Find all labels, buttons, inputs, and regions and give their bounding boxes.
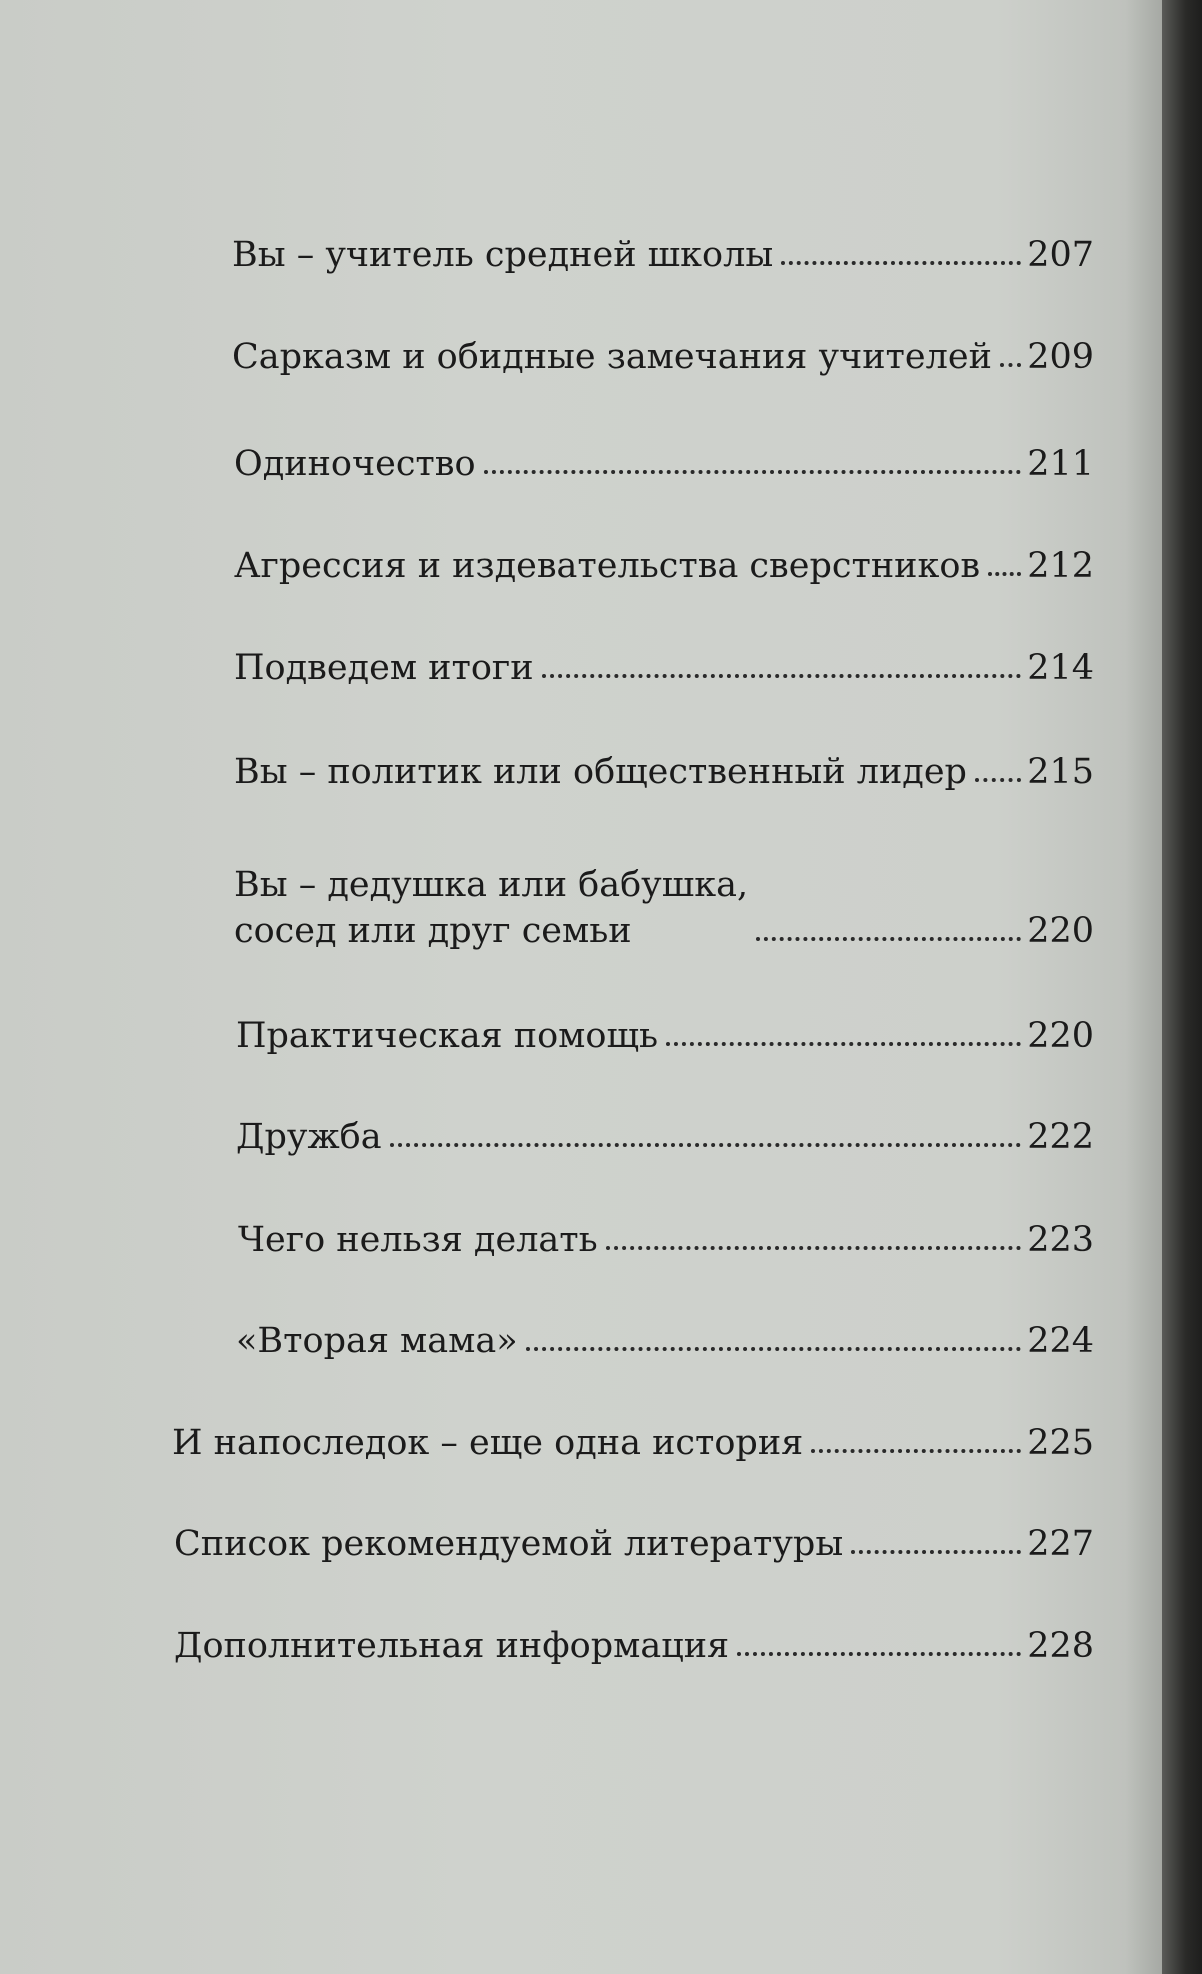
toc-entry <box>172 1420 1094 1466</box>
toc-entry <box>232 232 1094 278</box>
toc-entry-page: 222 <box>1027 1117 1094 1157</box>
toc-entry <box>236 1013 1094 1059</box>
toc-leader-dots <box>484 470 1022 474</box>
toc-entry-page: 227 <box>1027 1524 1094 1564</box>
toc-entry-title: Вы – политик или общественный лидер <box>234 752 967 792</box>
toc-entry-title: Дополнительная информация <box>174 1626 730 1666</box>
toc-entry <box>232 334 1094 380</box>
toc-entry-page: 225 <box>1027 1423 1094 1463</box>
toc-entry-title: Одиночество <box>234 444 476 484</box>
toc-entry <box>234 543 1094 589</box>
toc-leader-dots <box>542 674 1022 678</box>
toc-leader-dots <box>390 1143 1022 1147</box>
toc-entry-title: Агрессия и издевательства сверстников <box>234 546 981 586</box>
toc-entry <box>234 645 1094 691</box>
toc-entry-title: И напоследок – еще одна история <box>172 1423 804 1463</box>
toc-entry <box>234 749 1094 795</box>
toc-leader-dots <box>756 937 1021 941</box>
toc-entry-title: Вы – дедушка или бабушка, сосед или друг семьи <box>234 865 749 951</box>
toc-leader-dots <box>781 261 1021 265</box>
toc-entry-page: 228 <box>1027 1626 1094 1666</box>
toc-entry-page: 223 <box>1027 1220 1094 1260</box>
toc-entry <box>174 1623 1094 1669</box>
toc-leader-dots <box>526 1347 1022 1351</box>
toc-entry-page: 215 <box>1027 752 1094 792</box>
toc-leader-dots <box>666 1042 1021 1046</box>
toc-leader-dots <box>988 572 1021 576</box>
toc-entry-title: Практическая помощь <box>236 1016 659 1056</box>
toc-entry-title: Сарказм и обидные замечания учителей <box>232 337 992 377</box>
toc-entry-title: Чего нельзя делать <box>238 1220 598 1260</box>
toc-entry <box>236 1318 1094 1364</box>
toc-entry-page: 214 <box>1027 648 1094 688</box>
toc-entry-title: Дружба <box>236 1117 382 1157</box>
toc-entry-page: 209 <box>1027 337 1094 377</box>
toc-entry-page: 207 <box>1027 235 1094 275</box>
toc-entry <box>234 862 1094 954</box>
toc-entry <box>238 1217 1094 1263</box>
toc-leader-dots <box>811 1449 1021 1453</box>
toc-entry-title: Подведем итоги <box>234 648 534 688</box>
toc-leader-dots <box>975 778 1021 782</box>
toc-entry-page: 220 <box>1027 1016 1094 1056</box>
toc-entry-page: 211 <box>1027 444 1094 484</box>
toc-leader-dots <box>851 1550 1021 1554</box>
toc-leader-dots <box>606 1246 1021 1250</box>
toc-entry <box>234 441 1094 487</box>
toc-entry-title: Список рекомендуемой литературы <box>174 1524 844 1564</box>
toc-leader-dots <box>737 1652 1021 1656</box>
toc-entry <box>174 1521 1094 1567</box>
toc-entry-title: «Вторая мама» <box>236 1321 518 1361</box>
toc-leader-dots <box>1000 363 1021 367</box>
toc-entry-title: Вы – учитель средней школы <box>232 235 774 275</box>
toc-entry-page: 220 <box>1027 911 1094 951</box>
book-spine-shadow <box>1162 0 1202 1974</box>
toc-entry <box>236 1114 1094 1160</box>
toc-entry-page: 224 <box>1027 1321 1094 1361</box>
toc-entry-page: 212 <box>1027 546 1094 586</box>
